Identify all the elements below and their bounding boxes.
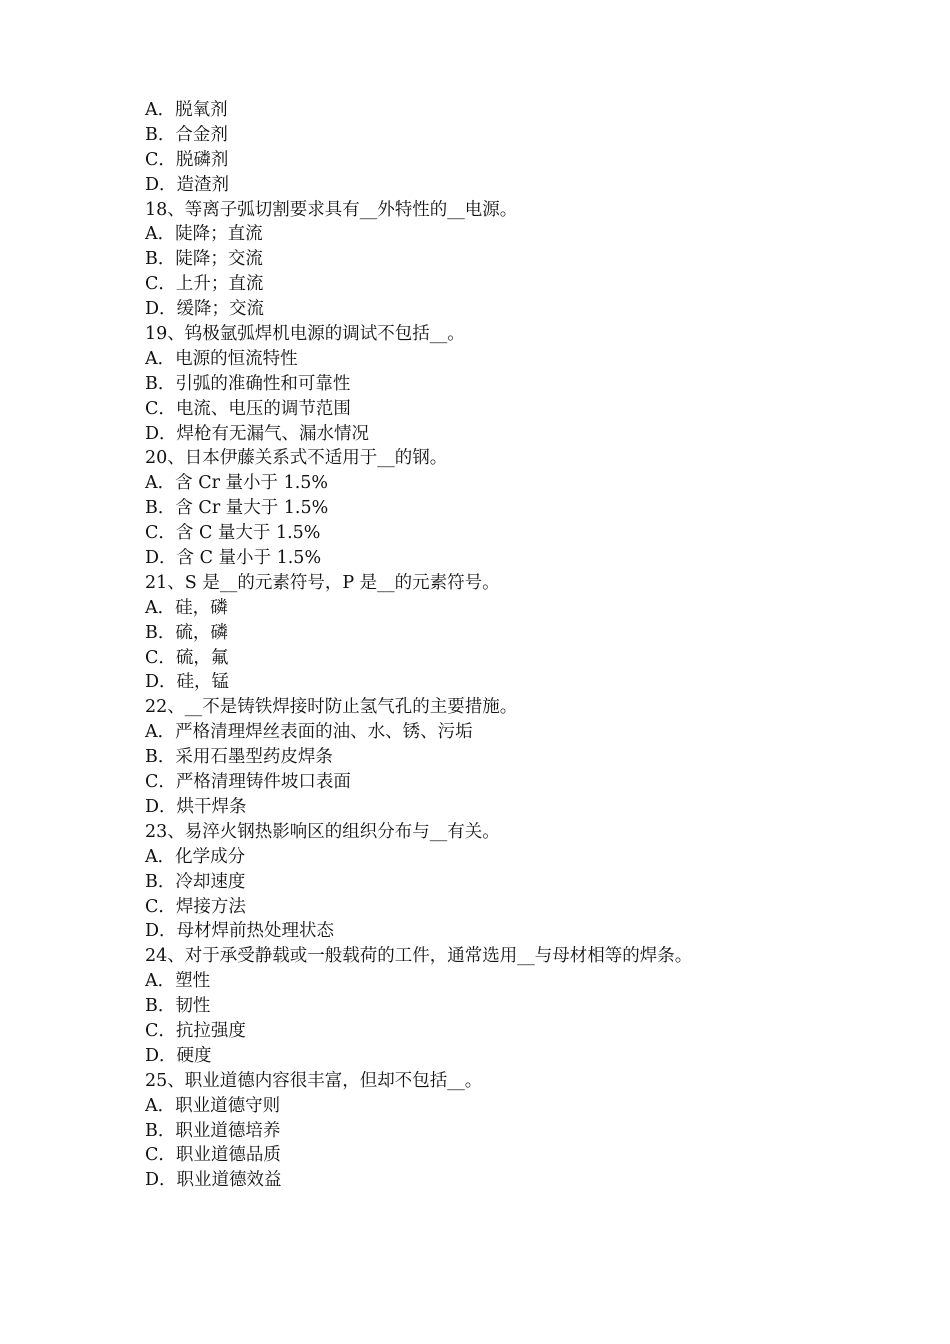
answer-option: C．上升；直流 bbox=[145, 274, 264, 295]
answer-option: C．职业道德品质 bbox=[145, 1145, 281, 1166]
answer-option: A．硅，磷 bbox=[145, 597, 228, 618]
question-stem: 23、易淬火钢热影响区的组织分布与__有关。 bbox=[145, 821, 500, 842]
exam-question-list bbox=[145, 98, 845, 1193]
answer-option: B．硫，磷 bbox=[145, 622, 228, 643]
answer-option: A．陡降；直流 bbox=[145, 224, 263, 245]
answer-option: B．含 Cr 量大于 1.5% bbox=[145, 498, 329, 519]
answer-option: D．硅，锰 bbox=[145, 672, 230, 693]
answer-option: D．母材焊前热处理状态 bbox=[145, 921, 335, 942]
answer-option: C．脱磷剂 bbox=[145, 149, 229, 170]
answer-option: D．缓降；交流 bbox=[145, 299, 265, 320]
answer-option: C．含 C 量大于 1.5% bbox=[145, 523, 321, 544]
question-stem: 20、日本伊藤关系式不适用于__的钢。 bbox=[145, 448, 448, 469]
answer-option: C．硫，氟 bbox=[145, 647, 229, 668]
answer-option: B．引弧的准确性和可靠性 bbox=[145, 373, 351, 394]
answer-option: A．严格清理焊丝表面的油、水、锈、污垢 bbox=[145, 722, 473, 743]
question-stem: 19、钨极氩弧焊机电源的调试不包括__。 bbox=[145, 324, 465, 345]
answer-option: D．焊枪有无漏气、漏水情况 bbox=[145, 423, 370, 444]
answer-option: D．硬度 bbox=[145, 1045, 212, 1066]
answer-option: A．化学成分 bbox=[145, 846, 246, 867]
answer-option: C．焊接方法 bbox=[145, 896, 246, 917]
question-stem: 24、对于承受静载或一般载荷的工件，通常选用__与母材相等的焊条。 bbox=[145, 946, 693, 967]
answer-option: A．电源的恒流特性 bbox=[145, 348, 298, 369]
answer-option: A．职业道德守则 bbox=[145, 1095, 281, 1116]
answer-option: A．含 Cr 量小于 1.5% bbox=[145, 473, 329, 494]
answer-option: A．塑性 bbox=[145, 971, 211, 992]
question-stem: 22、__不是铸铁焊接时防止氢气孔的主要措施。 bbox=[145, 697, 518, 718]
answer-option: A．脱氧剂 bbox=[145, 100, 228, 120]
question-stem: 25、职业道德内容很丰富，但却不包括__。 bbox=[145, 1070, 483, 1091]
answer-option: B．冷却速度 bbox=[145, 871, 246, 892]
answer-option: B．陡降；交流 bbox=[145, 249, 263, 270]
answer-option: B．合金剂 bbox=[145, 124, 228, 145]
answer-option: D．职业道德效益 bbox=[145, 1170, 282, 1191]
answer-option: C．电流、电压的调节范围 bbox=[145, 398, 351, 419]
answer-option: B．采用石墨型药皮焊条 bbox=[145, 747, 333, 768]
answer-option: C．严格清理铸件坡口表面 bbox=[145, 772, 351, 793]
answer-option: B．韧性 bbox=[145, 996, 211, 1017]
answer-option: C．抗拉强度 bbox=[145, 1020, 246, 1041]
question-stem: 18、等离子弧切割要求具有__外特性的__电源。 bbox=[145, 199, 518, 220]
answer-option: D．造渣剂 bbox=[145, 174, 230, 195]
answer-option: B．职业道德培养 bbox=[145, 1120, 281, 1141]
question-stem: 21、S 是__的元素符号，P 是__的元素符号。 bbox=[145, 572, 500, 593]
answer-option: D．烘干焊条 bbox=[145, 796, 247, 817]
answer-option: D．含 C 量小于 1.5% bbox=[145, 548, 322, 569]
